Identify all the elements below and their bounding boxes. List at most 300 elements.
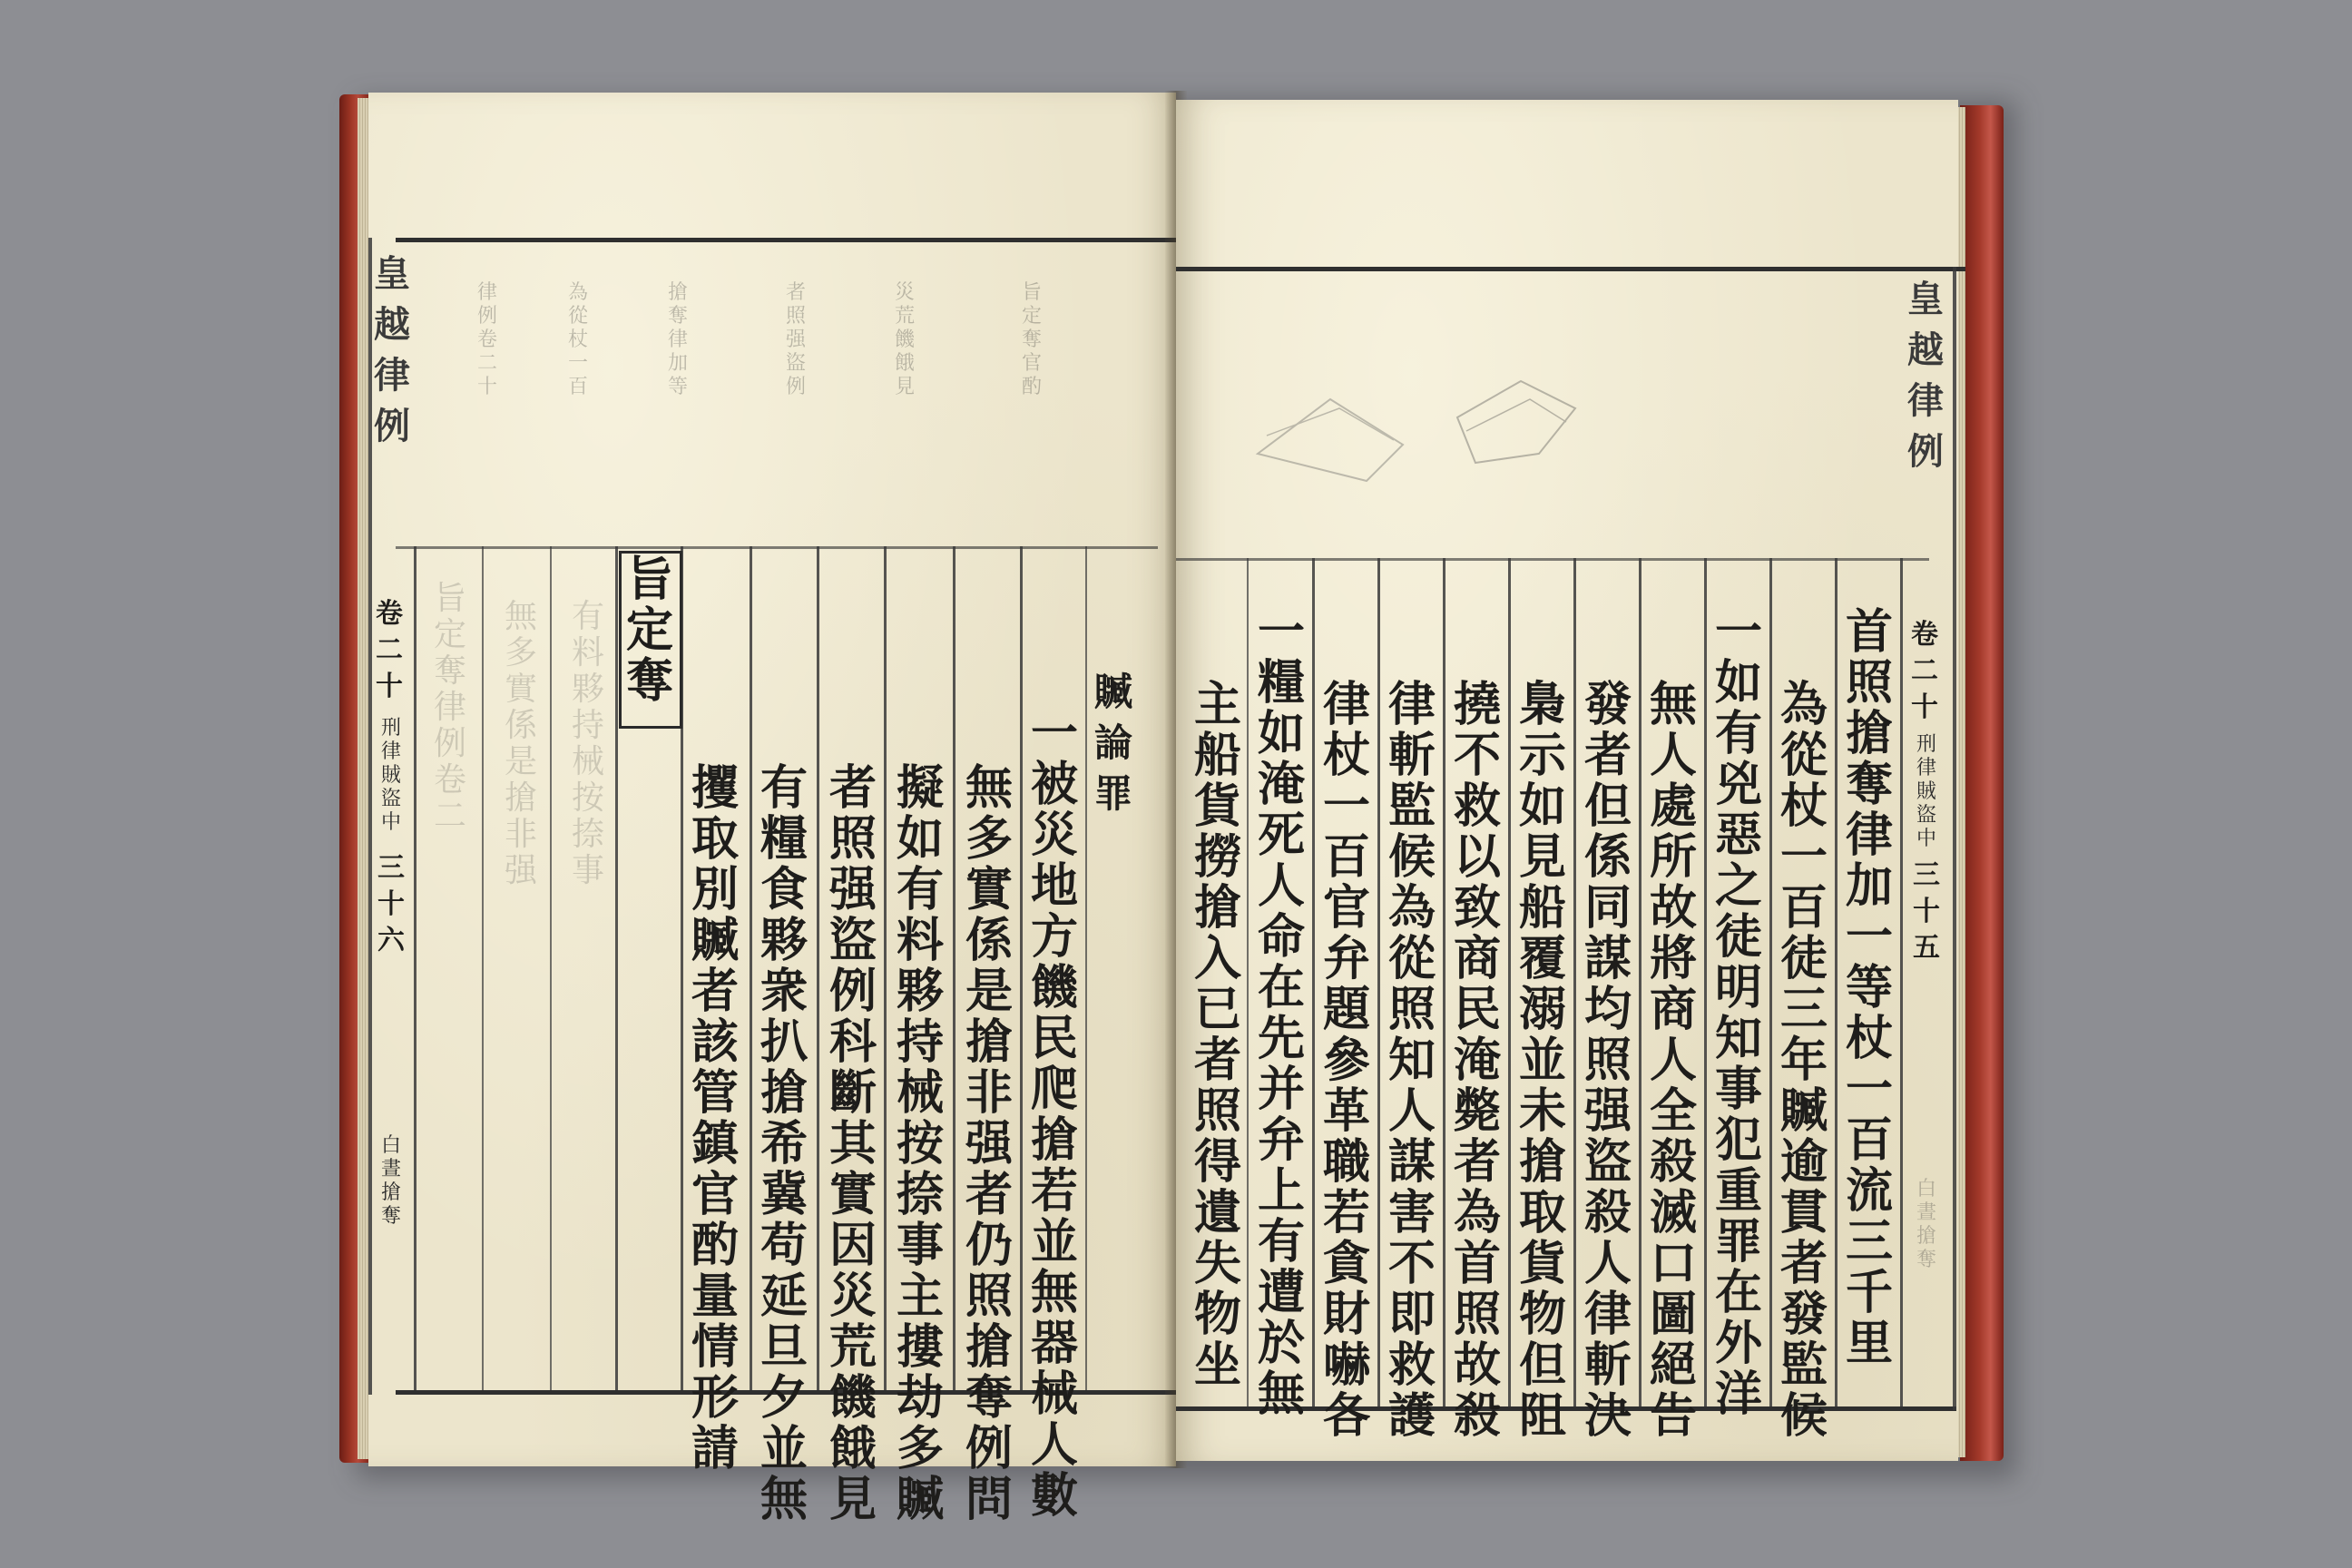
column-glyph: 旨 <box>626 552 674 607</box>
column-glyph: 贓 <box>897 1472 945 1527</box>
column-glyph: 在 <box>1258 960 1306 1015</box>
column-glyph: 犯 <box>1715 1112 1763 1168</box>
column-glyph: 流 <box>1846 1163 1894 1219</box>
column-glyph: 貪 <box>1323 1236 1371 1291</box>
column-glyph: 斬 <box>1388 728 1436 783</box>
column-glyph: 攫 <box>691 760 740 816</box>
column-glyph: 為 <box>1780 677 1828 732</box>
column-glyph: 夥 <box>760 913 808 968</box>
column-glyph: 例 <box>829 964 877 1019</box>
left-bleed-column: 為 從 杖 一 百 <box>568 281 589 398</box>
column-glyph: 如 <box>897 811 945 867</box>
column-glyph: 械 <box>897 1065 945 1121</box>
column-glyph: 等 <box>1846 960 1894 1015</box>
column-glyph: 遺 <box>1194 1185 1242 1240</box>
column-glyph: 船 <box>1519 880 1567 936</box>
column-glyph: 非 <box>965 1065 1014 1121</box>
column-glyph: 發 <box>1780 1287 1828 1342</box>
column-glyph: 不 <box>1388 1236 1436 1291</box>
left-header-rule <box>396 546 1158 549</box>
column-glyph: 形 <box>691 1370 740 1426</box>
column-glyph: 災 <box>1031 808 1079 863</box>
column-glyph: 旦 <box>760 1319 808 1375</box>
column-glyph: 重 <box>1715 1163 1763 1219</box>
column-glyph: 如 <box>1715 655 1763 710</box>
column-glyph: 以 <box>1454 829 1502 885</box>
column-glyph: 即 <box>1388 1287 1436 1342</box>
column-glyph: 贓 <box>691 913 740 968</box>
column-glyph: 之 <box>1715 858 1763 914</box>
column-glyph: 首 <box>1846 604 1894 660</box>
column-glyph: 口 <box>1650 1236 1698 1291</box>
column-glyph: 無 <box>1031 1265 1079 1320</box>
column-glyph: 照 <box>1194 1083 1242 1139</box>
column-glyph: 照 <box>1388 982 1436 1037</box>
column-glyph: 摟 <box>897 1319 945 1375</box>
column-glyph: 人 <box>1388 1083 1436 1139</box>
column-glyph: 例 <box>965 1421 1014 1476</box>
column-glyph: 搶 <box>1194 880 1242 936</box>
column-glyph: 因 <box>829 1218 877 1273</box>
right-margin-volume: 卷 二 十 <box>1911 619 1938 723</box>
column-glyph: 衆 <box>760 964 808 1019</box>
left-col-rule <box>615 546 618 1390</box>
column-glyph: 律 <box>1846 808 1894 863</box>
column-glyph: 撓 <box>1454 677 1502 732</box>
column-glyph: 如 <box>1258 706 1306 761</box>
column-glyph: 主 <box>1194 677 1242 732</box>
column-glyph: 將 <box>1650 931 1698 986</box>
column-glyph: 奪 <box>965 1370 1014 1426</box>
column-glyph: 律 <box>1584 1287 1632 1342</box>
column-glyph: 同 <box>1584 880 1632 936</box>
column-glyph: 坐 <box>1194 1338 1242 1393</box>
column-glyph: 係 <box>965 913 1014 968</box>
column-glyph: 災 <box>829 1269 877 1324</box>
right-col-rule <box>1769 558 1772 1406</box>
column-glyph: 强 <box>965 1116 1014 1171</box>
column-glyph: 搶 <box>1031 1112 1079 1168</box>
column-glyph: 人 <box>1258 858 1306 914</box>
column-glyph: 民 <box>1454 982 1502 1037</box>
column-glyph: 千 <box>1846 1265 1894 1320</box>
column-glyph: 見 <box>829 1472 877 1527</box>
column-glyph: 搶 <box>965 1014 1014 1070</box>
column-glyph: 餓 <box>829 1421 877 1476</box>
column-glyph: 料 <box>897 913 945 968</box>
right-text-column-6 <box>1519 677 1567 1444</box>
column-glyph: 首 <box>1454 1236 1502 1291</box>
column-glyph: 照 <box>965 1269 1014 1324</box>
right-text-column-5 <box>1584 677 1632 1444</box>
column-glyph: 三 <box>1846 1214 1894 1269</box>
column-glyph: 主 <box>897 1269 945 1324</box>
column-glyph: 徒 <box>1780 931 1828 986</box>
left-ghost-column: 無 多 實 係 是 搶 非 强 <box>505 598 538 889</box>
column-glyph: 請 <box>691 1421 740 1476</box>
column-glyph: 律 <box>1388 677 1436 732</box>
right-margin-section: 白 晝 搶 奪 <box>1916 1178 1937 1271</box>
column-glyph: 候 <box>1388 829 1436 885</box>
column-glyph: 財 <box>1323 1287 1371 1342</box>
left-margin-leaf: 三 十 六 <box>377 852 405 956</box>
column-glyph: 革 <box>1323 1083 1371 1139</box>
right-col-rule <box>1247 558 1249 1406</box>
column-glyph: 三 <box>1780 982 1828 1037</box>
column-glyph: 情 <box>691 1319 740 1375</box>
column-glyph: 洋 <box>1715 1367 1763 1422</box>
left-bleed-column: 搶 奪 律 加 等 <box>668 281 689 398</box>
column-glyph: 民 <box>1031 1011 1079 1066</box>
column-glyph: 多 <box>897 1421 945 1476</box>
column-glyph: 冀 <box>760 1167 808 1222</box>
column-glyph: 均 <box>1584 982 1632 1037</box>
column-glyph: 無 <box>1650 677 1698 732</box>
column-glyph: 淹 <box>1454 1033 1502 1088</box>
column-glyph: 並 <box>760 1421 808 1476</box>
column-glyph: 數 <box>1031 1468 1079 1524</box>
left-col-rule <box>1020 546 1023 1390</box>
book-red-edge-right <box>1960 105 2004 1461</box>
column-glyph: 事 <box>897 1218 945 1273</box>
column-glyph: 兇 <box>1715 757 1763 812</box>
column-glyph: 律 <box>1323 677 1371 732</box>
column-glyph: 若 <box>1031 1163 1079 1219</box>
column-glyph: 罪 <box>1094 771 1133 816</box>
right-text-column-9 <box>1323 677 1371 1444</box>
right-text-column-11 <box>1194 677 1242 1393</box>
column-glyph: 照 <box>1584 1033 1632 1088</box>
right-col-rule <box>1508 558 1511 1406</box>
column-glyph: 饑 <box>829 1370 877 1426</box>
column-glyph: 取 <box>691 811 740 867</box>
right-margin-subtitle: 刑 律 賊 盜 中 <box>1916 733 1937 850</box>
left-margin-section: 白 晝 搶 奪 <box>381 1134 402 1228</box>
column-glyph: 監 <box>1780 1338 1828 1393</box>
column-glyph: 里 <box>1846 1316 1894 1371</box>
column-glyph: 食 <box>760 862 808 917</box>
column-glyph: 所 <box>1650 829 1698 885</box>
column-glyph: 人 <box>1650 1033 1698 1088</box>
column-glyph: 救 <box>1388 1338 1436 1393</box>
column-glyph: 貨 <box>1519 1236 1567 1291</box>
left-note-column <box>1094 670 1133 826</box>
right-col-rule <box>1835 558 1838 1406</box>
column-glyph: 奪 <box>626 653 674 709</box>
column-glyph: 盜 <box>1584 1134 1632 1190</box>
column-glyph: 百 <box>1323 829 1371 885</box>
column-glyph: 酌 <box>691 1218 740 1273</box>
right-col-rule <box>1900 558 1903 1406</box>
column-glyph: 得 <box>1194 1134 1242 1190</box>
column-glyph: 發 <box>1584 677 1632 732</box>
left-bleed-column: 律 例 卷 二 十 <box>477 281 498 398</box>
column-glyph: 害 <box>1388 1185 1436 1240</box>
left-text-column-5 <box>760 760 808 1527</box>
column-glyph: 實 <box>829 1167 877 1222</box>
right-text-column-3 <box>1715 604 1763 1422</box>
column-glyph: 撈 <box>1194 829 1242 885</box>
column-glyph: 照 <box>1454 1287 1502 1342</box>
column-glyph: 仍 <box>965 1218 1014 1273</box>
column-glyph: 方 <box>1031 909 1079 965</box>
column-glyph: 照 <box>829 811 877 867</box>
column-glyph: 延 <box>760 1269 808 1324</box>
column-glyph: 若 <box>1323 1185 1371 1240</box>
column-glyph: 其 <box>829 1116 877 1171</box>
column-glyph: 阻 <box>1519 1388 1567 1444</box>
column-glyph: 杖 <box>1780 779 1828 834</box>
column-glyph: 知 <box>1715 1011 1763 1066</box>
right-col-rule <box>1377 558 1380 1406</box>
column-glyph: 杖 <box>1323 728 1371 783</box>
column-glyph: 地 <box>1031 858 1079 914</box>
column-glyph: 護 <box>1388 1388 1436 1444</box>
column-glyph: 殺 <box>1584 1185 1632 1240</box>
column-glyph: 鎮 <box>691 1116 740 1171</box>
column-glyph: 但 <box>1584 779 1632 834</box>
column-glyph: 已 <box>1194 982 1242 1037</box>
right-text-column-1 <box>1846 604 1894 1371</box>
left-text-column-2 <box>965 760 1014 1527</box>
column-glyph: 扒 <box>760 1014 808 1070</box>
column-glyph: 為 <box>1388 880 1436 936</box>
column-glyph: 弁 <box>1258 1112 1306 1168</box>
column-glyph: 取 <box>1519 1185 1567 1240</box>
column-glyph: 搶 <box>760 1065 808 1121</box>
column-glyph: 逾 <box>1780 1134 1828 1190</box>
column-glyph: 杖 <box>1846 1011 1894 1066</box>
left-text-column-6 <box>691 760 740 1476</box>
right-margin-leaf: 三 十 五 <box>1913 859 1940 964</box>
left-col-rule <box>953 546 956 1390</box>
column-glyph: 劫 <box>897 1370 945 1426</box>
column-glyph: 一 <box>1780 829 1828 885</box>
column-glyph: 贓 <box>1094 670 1133 714</box>
column-glyph: 一 <box>1031 706 1079 761</box>
column-glyph: 盜 <box>829 913 877 968</box>
column-glyph: 一 <box>1715 604 1763 660</box>
column-glyph: 者 <box>829 760 877 816</box>
column-glyph: 處 <box>1650 779 1698 834</box>
column-glyph: 全 <box>1650 1083 1698 1139</box>
column-glyph: 並 <box>1519 1033 1567 1088</box>
column-glyph: 科 <box>829 1014 877 1070</box>
left-col-rule <box>817 546 819 1390</box>
column-glyph: 官 <box>691 1167 740 1222</box>
column-glyph: 贓 <box>1780 1083 1828 1139</box>
column-glyph: 無 <box>760 1472 808 1527</box>
column-glyph: 問 <box>965 1472 1014 1527</box>
column-glyph: 殺 <box>1650 1134 1698 1190</box>
column-glyph: 溺 <box>1519 982 1567 1037</box>
column-glyph: 無 <box>1258 1367 1306 1422</box>
column-glyph: 論 <box>1094 720 1133 765</box>
left-bleed-column: 災 荒 饑 餓 見 <box>895 281 916 398</box>
column-glyph: 明 <box>1715 960 1763 1015</box>
column-glyph: 者 <box>1454 1134 1502 1190</box>
column-glyph: 搶 <box>965 1319 1014 1375</box>
left-text-column-4 <box>829 760 877 1527</box>
right-text-column-7 <box>1454 677 1502 1444</box>
column-glyph: 圖 <box>1650 1287 1698 1342</box>
column-glyph: 一 <box>1846 909 1894 965</box>
column-glyph: 示 <box>1519 728 1567 783</box>
column-glyph: 械 <box>1031 1367 1079 1422</box>
left-bleed-column: 者 照 强 盜 例 <box>786 281 807 398</box>
column-glyph: 職 <box>1323 1134 1371 1190</box>
column-glyph: 定 <box>626 603 674 658</box>
column-glyph: 該 <box>691 1014 740 1070</box>
column-glyph: 捺 <box>897 1167 945 1222</box>
column-glyph: 斬 <box>1584 1338 1632 1393</box>
column-glyph: 人 <box>1650 728 1698 783</box>
left-col-rule <box>750 546 752 1390</box>
right-text-column-8 <box>1388 677 1436 1444</box>
column-glyph: 一 <box>1258 604 1306 660</box>
column-glyph: 知 <box>1388 1033 1436 1088</box>
column-glyph: 外 <box>1715 1316 1763 1371</box>
column-glyph: 徒 <box>1715 909 1763 965</box>
column-glyph: 各 <box>1323 1388 1371 1444</box>
column-glyph: 從 <box>1388 931 1436 986</box>
left-margin-title: 皇 越 律 例 <box>374 252 410 447</box>
left-margin-volume: 卷 二 十 <box>376 598 403 702</box>
column-glyph: 謀 <box>1584 931 1632 986</box>
left-col-rule <box>482 546 484 1390</box>
column-glyph: 者 <box>691 964 740 1019</box>
column-glyph: 夥 <box>897 964 945 1019</box>
column-glyph: 糧 <box>1258 655 1306 710</box>
column-glyph: 官 <box>1323 880 1371 936</box>
column-glyph: 題 <box>1323 982 1371 1037</box>
column-glyph: 船 <box>1194 728 1242 783</box>
column-glyph: 人 <box>1584 1236 1632 1291</box>
left-ghost-column: 有 料 夥 持 械 按 捺 事 <box>572 598 605 889</box>
column-glyph: 持 <box>897 1014 945 1070</box>
column-glyph: 但 <box>1519 1338 1567 1393</box>
column-glyph: 淹 <box>1258 757 1306 812</box>
column-glyph: 決 <box>1584 1388 1632 1444</box>
column-glyph: 者 <box>1780 1236 1828 1291</box>
column-glyph: 爬 <box>1031 1062 1079 1117</box>
right-col-rule <box>1639 558 1642 1406</box>
left-col-rule <box>1085 546 1087 1390</box>
right-col-rule <box>1312 558 1315 1406</box>
column-glyph: 斷 <box>829 1065 877 1121</box>
column-glyph: 者 <box>1194 1033 1242 1088</box>
column-glyph: 貨 <box>1194 779 1242 834</box>
column-glyph: 并 <box>1258 1062 1306 1117</box>
column-glyph: 有 <box>897 862 945 917</box>
column-glyph: 先 <box>1258 1011 1306 1066</box>
column-glyph: 罪 <box>1715 1214 1763 1269</box>
column-glyph: 弁 <box>1323 931 1371 986</box>
right-header-rule <box>1176 558 1929 561</box>
column-glyph: 有 <box>1715 706 1763 761</box>
column-glyph: 從 <box>1780 728 1828 783</box>
column-glyph: 器 <box>1031 1316 1079 1371</box>
left-frame-border <box>368 238 372 1395</box>
column-glyph: 故 <box>1454 1338 1502 1393</box>
column-glyph: 並 <box>1031 1214 1079 1269</box>
column-glyph: 加 <box>1846 858 1894 914</box>
column-glyph: 苟 <box>760 1218 808 1273</box>
column-glyph: 覆 <box>1519 931 1567 986</box>
column-glyph: 百 <box>1846 1112 1894 1168</box>
column-glyph: 百 <box>1780 880 1828 936</box>
column-glyph: 是 <box>965 964 1014 1019</box>
column-glyph: 實 <box>965 862 1014 917</box>
column-glyph: 一 <box>1323 779 1371 834</box>
column-glyph: 擬 <box>897 760 945 816</box>
column-glyph: 夕 <box>760 1370 808 1426</box>
column-glyph: 上 <box>1258 1163 1306 1219</box>
column-glyph: 滅 <box>1650 1185 1698 1240</box>
column-glyph: 未 <box>1519 1083 1567 1139</box>
column-glyph: 者 <box>965 1167 1014 1222</box>
column-glyph: 無 <box>965 760 1014 816</box>
column-glyph: 管 <box>691 1065 740 1121</box>
column-glyph: 入 <box>1194 931 1242 986</box>
column-glyph: 商 <box>1650 982 1698 1037</box>
column-glyph: 搶 <box>1519 1134 1567 1190</box>
column-glyph: 告 <box>1650 1388 1698 1444</box>
column-glyph: 有 <box>760 760 808 816</box>
left-text-column-7 <box>626 552 674 709</box>
column-glyph: 死 <box>1258 808 1306 863</box>
column-glyph: 失 <box>1194 1236 1242 1291</box>
left-text-column-3 <box>897 760 945 1527</box>
column-glyph: 參 <box>1323 1033 1371 1088</box>
right-frame-border <box>1953 267 1956 1410</box>
column-glyph: 救 <box>1454 779 1502 834</box>
column-glyph: 遭 <box>1258 1265 1306 1320</box>
column-glyph: 商 <box>1454 931 1502 986</box>
column-glyph: 殺 <box>1454 1388 1502 1444</box>
left-col-rule <box>884 546 887 1390</box>
column-glyph: 監 <box>1388 779 1436 834</box>
column-glyph: 有 <box>1258 1214 1306 1269</box>
left-page <box>368 93 1176 1527</box>
column-glyph: 命 <box>1258 909 1306 965</box>
column-glyph: 如 <box>1519 779 1567 834</box>
column-glyph: 別 <box>691 862 740 917</box>
column-glyph: 年 <box>1780 1033 1828 1088</box>
column-glyph: 量 <box>691 1269 740 1324</box>
column-glyph: 係 <box>1584 829 1632 885</box>
left-margin-subtitle: 刑 律 賊 盜 中 <box>381 717 402 834</box>
column-glyph: 致 <box>1454 880 1502 936</box>
column-glyph: 嚇 <box>1323 1338 1371 1393</box>
column-glyph: 人 <box>1031 1417 1079 1473</box>
column-glyph: 物 <box>1194 1287 1242 1342</box>
column-glyph: 候 <box>1780 1388 1828 1444</box>
column-glyph: 梟 <box>1519 677 1567 732</box>
column-glyph: 按 <box>897 1116 945 1171</box>
column-glyph: 在 <box>1715 1265 1763 1320</box>
column-glyph: 照 <box>1846 655 1894 710</box>
column-glyph: 奪 <box>1846 757 1894 812</box>
column-glyph: 饑 <box>1031 960 1079 1015</box>
bleed-smudge <box>1249 345 1630 508</box>
column-glyph: 惡 <box>1715 808 1763 863</box>
left-col-rule <box>414 546 416 1390</box>
column-glyph: 斃 <box>1454 1083 1502 1139</box>
column-glyph: 强 <box>829 862 877 917</box>
right-text-column-10 <box>1258 604 1306 1422</box>
left-col-rule <box>550 546 552 1390</box>
